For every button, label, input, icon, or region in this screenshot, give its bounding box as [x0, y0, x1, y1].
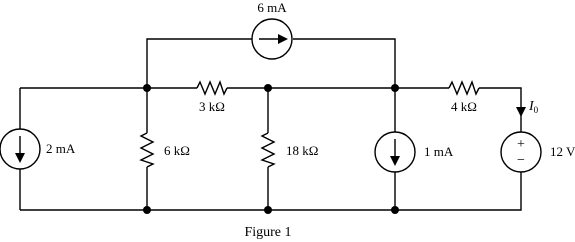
- resistor-6k: [141, 133, 153, 167]
- node-bottom-left: [143, 206, 151, 214]
- node-bottom-center: [264, 206, 272, 214]
- node-top-left: [143, 84, 151, 92]
- resistor-18k: [262, 133, 274, 167]
- current-source-1ma: [375, 132, 415, 172]
- label-1ma: 1 mA: [424, 144, 454, 159]
- label-6k: 6 kΩ: [164, 143, 190, 158]
- label-18k: 18 kΩ: [286, 143, 319, 158]
- label-12v: 12 V: [550, 144, 575, 159]
- voltage-source-12v: [501, 132, 541, 172]
- resistor-3k: [197, 82, 227, 94]
- label-i0: $I_0$: [529, 99, 539, 115]
- label-6ma: 6 mA: [257, 0, 287, 15]
- figure-caption: Figure 1: [244, 225, 292, 240]
- current-source-2ma: [0, 129, 40, 169]
- bottom-wire: [20, 171, 521, 210]
- resistor-4k: [449, 82, 479, 94]
- node-bottom-right: [391, 206, 399, 214]
- label-4k: 4 kΩ: [451, 99, 477, 114]
- wires: [20, 39, 521, 210]
- plus-sign: +: [517, 137, 525, 152]
- node-top-center: [264, 84, 272, 92]
- label-2ma: 2 mA: [46, 141, 76, 156]
- middle-wire-right: [479, 88, 521, 133]
- label-3k: 3 kΩ: [199, 99, 225, 114]
- current-i0-arrow: [516, 107, 526, 117]
- minus-sign: −: [517, 153, 525, 168]
- node-top-right: [391, 84, 399, 92]
- current-source-6ma: [252, 19, 292, 59]
